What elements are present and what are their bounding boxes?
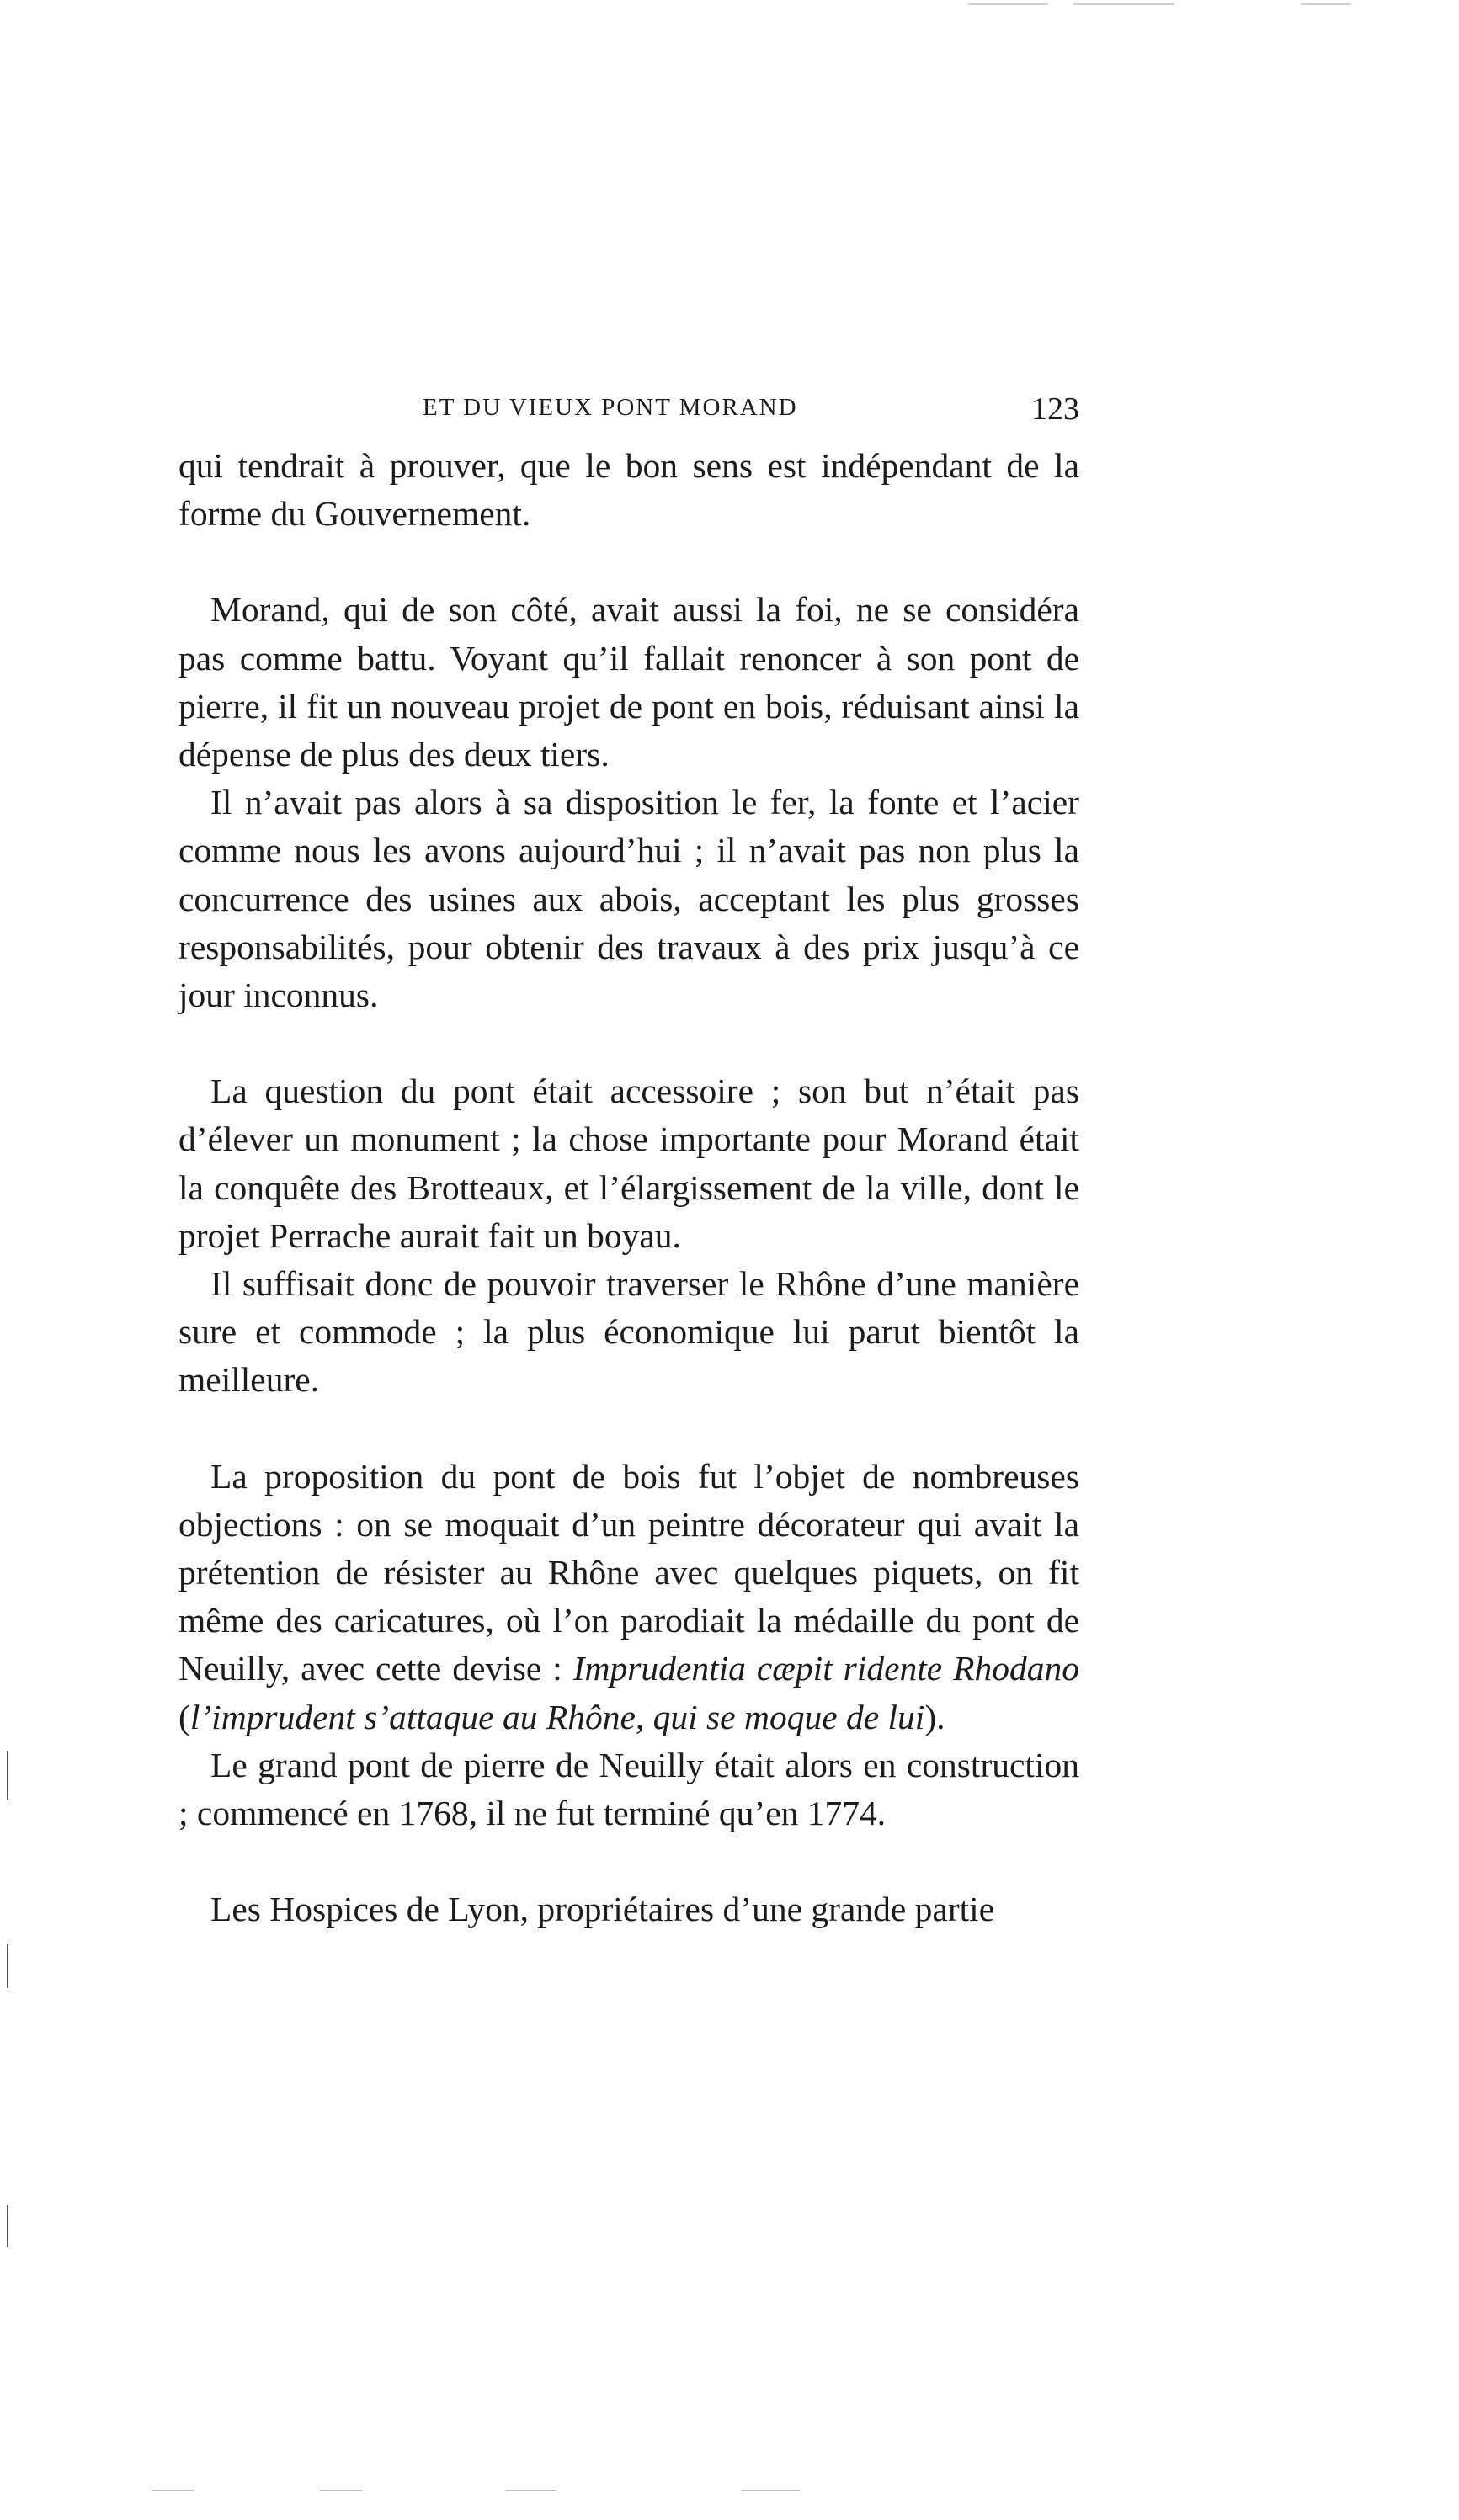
paragraph-text: Le grand pont de pierre de Neuilly était alors en construction ; commencé en 1768, il ne fut terminé qu’en 1774. <box>178 1745 1079 1833</box>
paragraph-gap <box>178 1837 1079 1885</box>
scan-rule-bottom-2 <box>320 2490 362 2491</box>
scan-edge-mark-3 <box>7 2205 8 2247</box>
paragraph-text: La proposition du pont de bois fut l’objet de nombreuses objections : on se moquait d’un peintre décorateur qui avait la prétention de résister au Rhône avec quelques piquets, on fit même des caricatures, où l’on parodiait la médaille du pont de Neuilly, avec cette devise : <box>178 1456 1079 1688</box>
paragraph <box>178 1885 1079 1933</box>
paragraph <box>178 1453 1079 1741</box>
paragraph-gap <box>178 1019 1079 1067</box>
scan-rule-bottom-1 <box>152 2490 194 2491</box>
paragraph-text: La question du pont était accessoire ; son but n’était pas d’élever un monument ; la chose importante pour Morand était la conquête des Brotteaux, et l’élargissement de la ville, dont le projet Perrache aurait fait un boyau. <box>178 1071 1079 1255</box>
paragraph-text: Il n’avait pas alors à sa disposition le fer, la fonte et l’acier comme nous les avons aujourd’hui ; il n’avait pas non plus la concurrence des usines aux abois, acceptant les plus grosses responsabilités, pour obtenir des travaux à des prix jusqu’à ce jour inconnus. <box>178 783 1079 1015</box>
paragraph-gap <box>178 1405 1079 1453</box>
italic-text: l’imprudent s’attaque au Rhône, qui se moque de lui <box>189 1697 925 1736</box>
scan-rule-top-2 <box>1073 3 1174 5</box>
scan-rule-top-3 <box>1301 3 1351 5</box>
scan-rule-top-1 <box>968 3 1048 5</box>
paragraph <box>178 1260 1079 1405</box>
paragraph-text: Morand, qui de son côté, avait aussi la foi, ne se considéra pas comme battu. Voyant qu’il fallait renoncer à son pont de pierre, il fit un nouveau projet de pont en bois, réduisant ainsi la dépense de plus des deux tiers. <box>178 590 1079 774</box>
scan-edge-mark-1 <box>7 1751 8 1800</box>
italic-text: Imprudentia cæpit ridente Rhodano <box>572 1649 1079 1688</box>
body-text <box>178 442 1079 1933</box>
scan-rule-bottom-4 <box>741 2490 800 2491</box>
paragraph-text: Les Hospices de Lyon, propriétaires d’une grande partie <box>210 1890 995 1929</box>
running-head <box>178 387 1079 438</box>
paragraph-text: ). <box>924 1697 945 1736</box>
page-number: 123 <box>1031 391 1079 427</box>
running-title: ET DU VIEUX PONT MORAND <box>423 394 798 421</box>
paragraph <box>178 442 1079 538</box>
scan-rule-bottom-3 <box>505 2490 556 2491</box>
paragraph <box>178 1067 1079 1260</box>
paragraph-text: qui tendrait à prouver, que le bon sens est indépendant de la forme du Gouvernement. <box>178 446 1079 534</box>
paragraph-text: Il suffisait donc de pouvoir traverser le Rhône d’une manière sure et commode ; la plus économique lui parut bientôt la meilleure. <box>178 1264 1079 1400</box>
paragraph <box>178 1741 1079 1837</box>
paragraph <box>178 779 1079 1019</box>
paragraph <box>178 586 1079 779</box>
paragraph-text: ( <box>178 1697 190 1736</box>
paragraph-gap <box>178 538 1079 586</box>
scan-edge-mark-2 <box>7 1944 8 1988</box>
